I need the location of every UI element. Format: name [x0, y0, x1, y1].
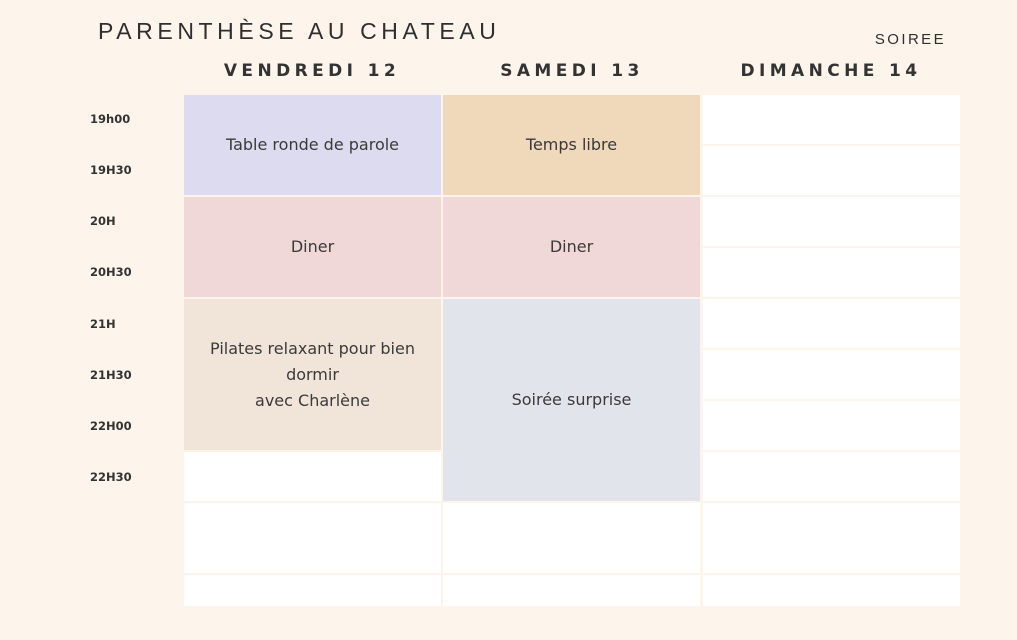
- event-table-ronde[interactable]: Table ronde de parole: [184, 95, 441, 195]
- empty-slot[interactable]: [703, 146, 960, 195]
- event-temps-libre[interactable]: Temps libre: [443, 95, 700, 195]
- empty-slot[interactable]: [703, 197, 960, 246]
- time-label: 21H30: [90, 368, 132, 382]
- time-label: 19H30: [90, 163, 132, 177]
- page-title: PARENTHÈSE AU CHATEAU: [98, 18, 501, 44]
- time-label: 21H: [90, 317, 116, 331]
- event-diner-saturday[interactable]: Diner: [443, 197, 700, 297]
- time-label: 22H30: [90, 470, 132, 484]
- event-soiree-surprise[interactable]: Soirée surprise: [443, 299, 700, 501]
- time-label: 22H00: [90, 419, 132, 433]
- event-diner-friday[interactable]: Diner: [184, 197, 441, 297]
- time-label: 20H30: [90, 265, 132, 279]
- empty-slot[interactable]: [703, 95, 960, 144]
- empty-slot[interactable]: [703, 299, 960, 348]
- empty-slot[interactable]: [184, 503, 441, 573]
- event-pilates[interactable]: Pilates relaxant pour bien dormir avec Charlène: [184, 299, 441, 450]
- time-label: 20H: [90, 214, 116, 228]
- day-header-saturday: SAMEDI 13: [500, 61, 644, 81]
- empty-slot[interactable]: [703, 452, 960, 501]
- day-header-friday: VENDREDI 12: [223, 61, 401, 81]
- time-label: 19h00: [90, 112, 131, 126]
- empty-slot[interactable]: [703, 248, 960, 297]
- empty-slot[interactable]: [703, 350, 960, 399]
- day-header-sunday: DIMANCHE 14: [740, 61, 922, 81]
- page-subtitle: SOIREE: [874, 31, 946, 48]
- empty-slot[interactable]: [184, 575, 441, 606]
- empty-slot[interactable]: [703, 401, 960, 450]
- empty-slot[interactable]: [703, 503, 960, 573]
- empty-slot[interactable]: [184, 452, 441, 501]
- empty-slot[interactable]: [443, 575, 700, 606]
- empty-slot[interactable]: [443, 503, 700, 573]
- empty-slot[interactable]: [703, 575, 960, 606]
